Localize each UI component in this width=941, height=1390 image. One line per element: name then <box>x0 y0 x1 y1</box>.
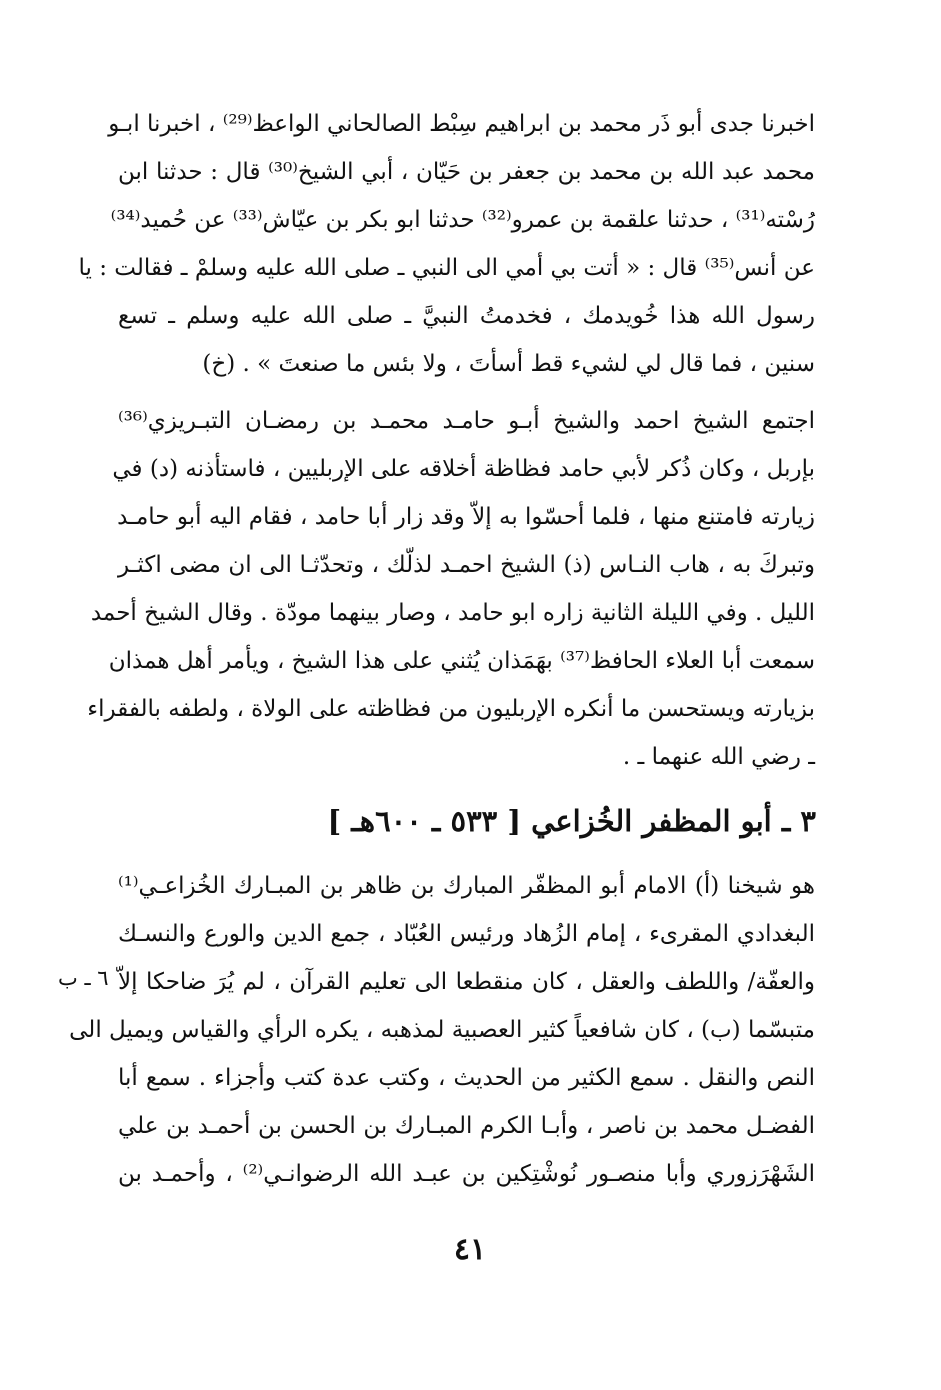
text-line: بإربل ، وكان ذُكر لأبي حامد فظاظة أخلاقه على الإربليين ، فاستأذنه (د) في <box>112 456 815 482</box>
text-line: سمعت أبا العلاء الحافظ⁽³⁷⁾ بهَمَذان يُثني على هذا الشيخ ، ويأمر أهل همذان <box>108 648 815 674</box>
text-line: رُسْته⁽³¹⁾ ، حدثنا علقمة بن عمرو⁽³²⁾ حدثنا ابو بكر بن عيّاش⁽³³⁾ عن حُميد⁽³⁴⁾ <box>110 207 815 233</box>
text-line: اخبرنا جدى أبو ذَر محمد بن ابراهيم سِبْط الصالحاني الواعظ⁽²⁹⁾ ، اخبرنا ابـو <box>108 111 815 137</box>
text-line: ـ رضي الله عنهما ـ . <box>622 744 815 770</box>
text-line: رسول الله هذا خُويدمك ، فخدمتُ النبيَّ ـ صلى الله عليه وسلم ـ تسع <box>118 303 815 329</box>
page-number: ٤١ <box>453 1232 487 1267</box>
text-line: الفضـل محمد بن ناصر ، وأبـا الكرم المبـارك بن الحسن بن أحمـد بن علي <box>118 1113 815 1139</box>
text-line: والعفّة/ واللطف والعقل ، كان منقطعا الى تعليم القرآن ، لم يُرَ ضاحكا إلاّ <box>118 969 815 995</box>
text-line: بزيارته ويستحسن ما أنكره الإربليون من فظاظته على الولاة ، ولطفه بالفقراء <box>87 696 815 722</box>
text-line: هو شيخنا (أ) الامام أبو المظفّر المبارك بن ظاهر بن المبـارك الخُزاعـي⁽¹⁾ <box>118 873 815 899</box>
paragraph-meeting <box>87 397 815 781</box>
manuscript-folio-marker: ٦ ـ ب <box>58 966 109 990</box>
section-heading: ٣ ـ أبو المظفر الخُزاعي [ ٥٣٣ ـ ٦٠٠هـ ] <box>327 804 816 838</box>
text-line: سنين ، فما قال لي لشيء قط أسأتَ ، ولا بئس ما صنعتَ » . (خ) <box>202 351 815 377</box>
text-line: النص والنقل . سمع الكثير من الحديث ، وكتب عدة كتب وأجزاء . سمع أبا <box>118 1065 815 1091</box>
text-line: اجتمع الشيخ احمد والشيخ أبـو حامـد محمـد بن رمضـان التبـريزي⁽³⁶⁾ <box>118 408 815 434</box>
paragraph-hadith-chain <box>78 100 815 388</box>
text-line: عن أنس⁽³⁵⁾ قال : « أتت بي أمي الى النبي ـ صلى الله عليه وسلمْ ـ فقالت : يا <box>78 255 815 281</box>
text-line: الشَهْرَزوري وأبا منصـور نُوشْتِكين بن عبـد الله الرضوانـي⁽²⁾ ، وأحمـد بن <box>118 1161 815 1187</box>
text-line: وتبركَ به ، هاب النـاس (ذ) الشيخ احمـد لذلّك ، وتحدّثـا الى ان مضى اكثـر <box>118 552 815 578</box>
text-line: متبسّما (ب) ، كان شافعياً كثير العصبية لمذهبه ، يكره الرأي والقياس ويميل الى <box>69 1017 815 1043</box>
text-line: محمد عبد الله بن محمد بن جعفر بن حَيّان ، أبي الشيخ⁽³⁰⁾ قال : حدثنا ابن <box>118 159 815 185</box>
text-line: البغدادي المقرىء ، إمام الزُهاد ورئيس العُبّاد ، جمع الدين والورع والنسـك <box>118 921 815 947</box>
text-line: زيارته فامتنع منها ، فلما أحسّوا به إلاّ وقد زار أبا حامد ، فقام اليه أبو حامـد <box>117 504 815 530</box>
text-line: الليل . وفي الليلة الثانية زاره ابو حامد ، وصار بينهما مودّة . وقال الشيخ أحمد <box>90 600 815 626</box>
